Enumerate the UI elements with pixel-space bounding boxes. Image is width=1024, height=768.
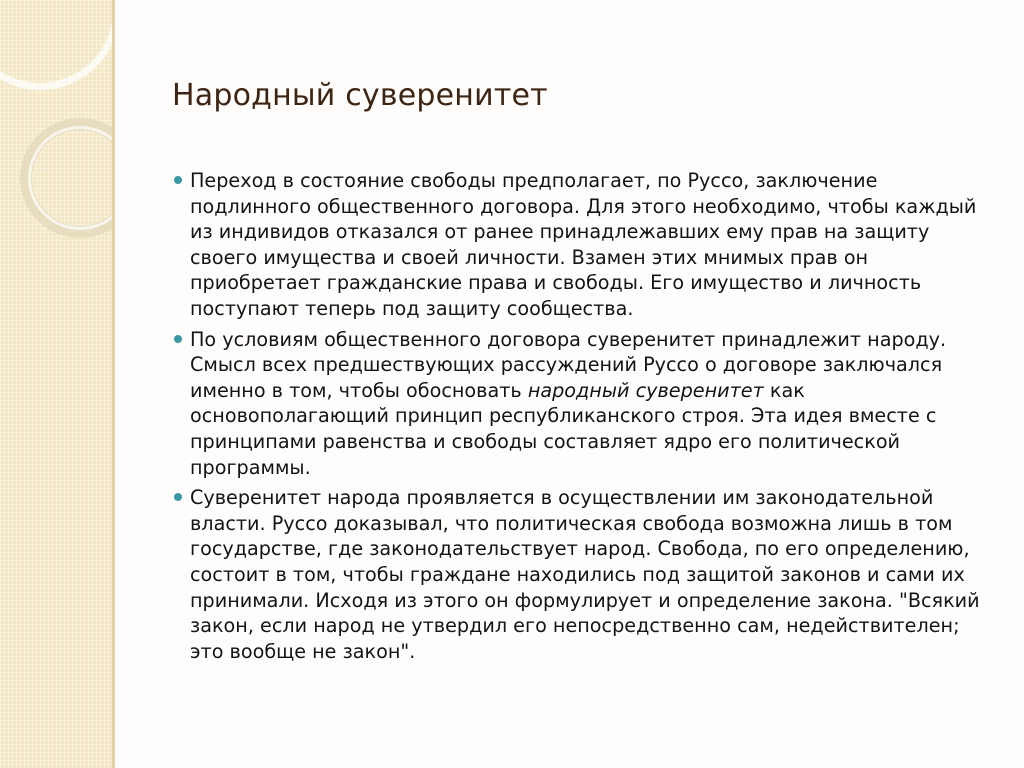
bullet-text: как основополагающий принцип республиканского строя. Эта идея вместе с принципами равенства и свободы составляет ядро его политической программы. [190, 378, 937, 479]
decorative-ring-icon [0, 0, 112, 90]
bullet-text: Суверенитет народа проявляется в осуществлении им законодательной власти. Руссо доказывал, что политическая свобода возможна лишь в том государстве, где законодательствует народ. Свобода, по его определению, состоит в том, чтобы граждане находились под защитой законов и сами их принимали. Исходя из этого он формулирует и определение закона. "Всякий закон, если народ не утвердил его непосредственно сам, недействителен; это вообще не закон". [190, 486, 980, 663]
bullet-italic-term: народный суверенитет [527, 378, 764, 402]
bullet-dot-icon [174, 176, 182, 184]
bullet-list [172, 168, 984, 669]
bullet-text: Переход в состояние свободы предполагает, по Руссо, заключение подлинного общественного договора. Для этого необходимо, чтобы каждый из индивидов отказался от ранее принадлежавших ему прав на защиту своего имущества и своей личности. Взамен этих мнимых прав он приобретает гражданские права и свободы. Его имущество и личность поступают теперь под защиту сообщества. [190, 169, 977, 320]
slide-title: Народный суверенитет [172, 78, 548, 113]
bullet-text: По условиям общественного договора суверенитет принадлежит народу. Смысл всех предшествующих рассуждений Руссо о договоре заключался именно в том, чтобы обосновать [190, 327, 947, 402]
bullet-dot-icon [174, 493, 182, 501]
bullet-dot-icon [174, 335, 182, 343]
bullet-item [172, 327, 984, 481]
sidebar-divider [112, 0, 115, 768]
bullet-item [172, 485, 984, 664]
decorative-sidebar [0, 0, 112, 768]
bullet-item [172, 168, 984, 322]
